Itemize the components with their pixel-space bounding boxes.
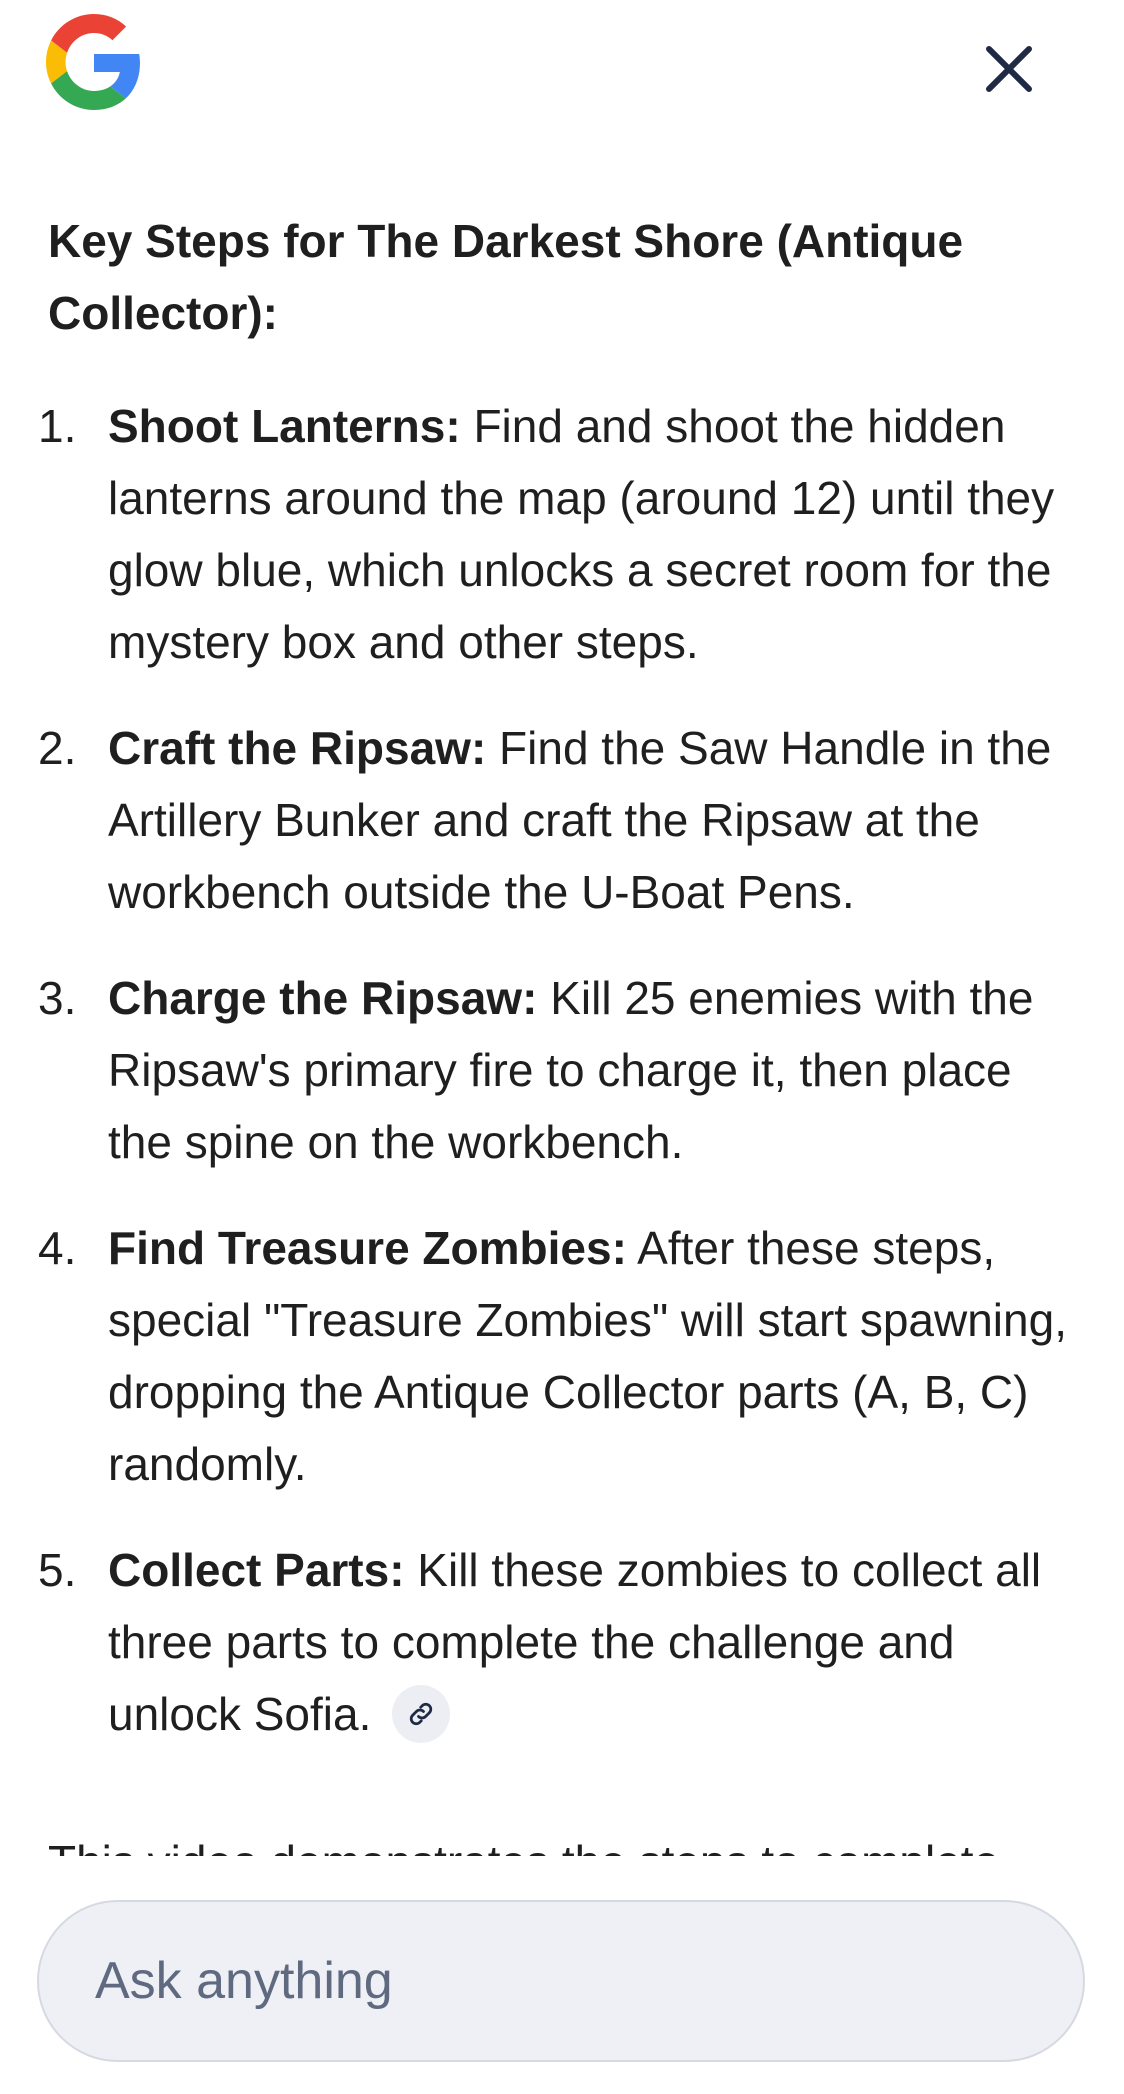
step-number: 5. (38, 1544, 77, 1596)
close-button[interactable] (966, 34, 1052, 104)
step-title: Collect Parts: (108, 1544, 405, 1596)
bottom-input-bar (0, 1856, 1124, 2094)
steps-list (0, 390, 1124, 1784)
step-body: Find and shoot the hidden lanterns around the map (around 12) until they glow blue, which unlocks a secret room for the mystery box and other steps. (108, 400, 1055, 668)
close-icon (981, 41, 1037, 97)
step-title: Craft the Ripsaw: (108, 722, 487, 774)
step-item (0, 1212, 1124, 1500)
answer-heading: Key Steps for The Darkest Shore (Antique Collector): (48, 215, 964, 339)
step-body: Kill these zombies to collect all three parts to complete the challenge and unlock Sofia. (108, 1544, 1042, 1740)
step-item (0, 1534, 1124, 1750)
step-body: After these steps, special "Treasure Zombies" will start spawning, dropping the Antique Collector parts (A, B, C) randomly. (108, 1222, 1067, 1490)
citation-link-button[interactable] (392, 1685, 450, 1743)
ask-box[interactable] (37, 1900, 1085, 2062)
step-body: Kill 25 enemies with the Ripsaw's primary fire to charge it, then place the spine on the workbench. (108, 972, 1034, 1168)
step-item (0, 962, 1124, 1178)
ask-input[interactable] (95, 1902, 995, 2060)
step-item (0, 390, 1124, 678)
step-number: 2. (38, 722, 77, 774)
link-icon (406, 1699, 436, 1729)
step-body: Find the Saw Handle in the Artillery Bunker and craft the Ripsaw at the workbench outside the U-Boat Pens. (108, 722, 1052, 918)
step-number: 1. (38, 400, 77, 452)
step-title: Find Treasure Zombies: (108, 1222, 627, 1274)
top-bar (0, 0, 1124, 140)
step-number: 3. (38, 972, 77, 1024)
step-number: 4. (38, 1222, 77, 1274)
step-item (0, 712, 1124, 928)
answer-content (0, 140, 1124, 1856)
step-title: Charge the Ripsaw: (108, 972, 538, 1024)
google-g-logo (46, 14, 142, 110)
step-title: Shoot Lanterns: (108, 400, 461, 452)
